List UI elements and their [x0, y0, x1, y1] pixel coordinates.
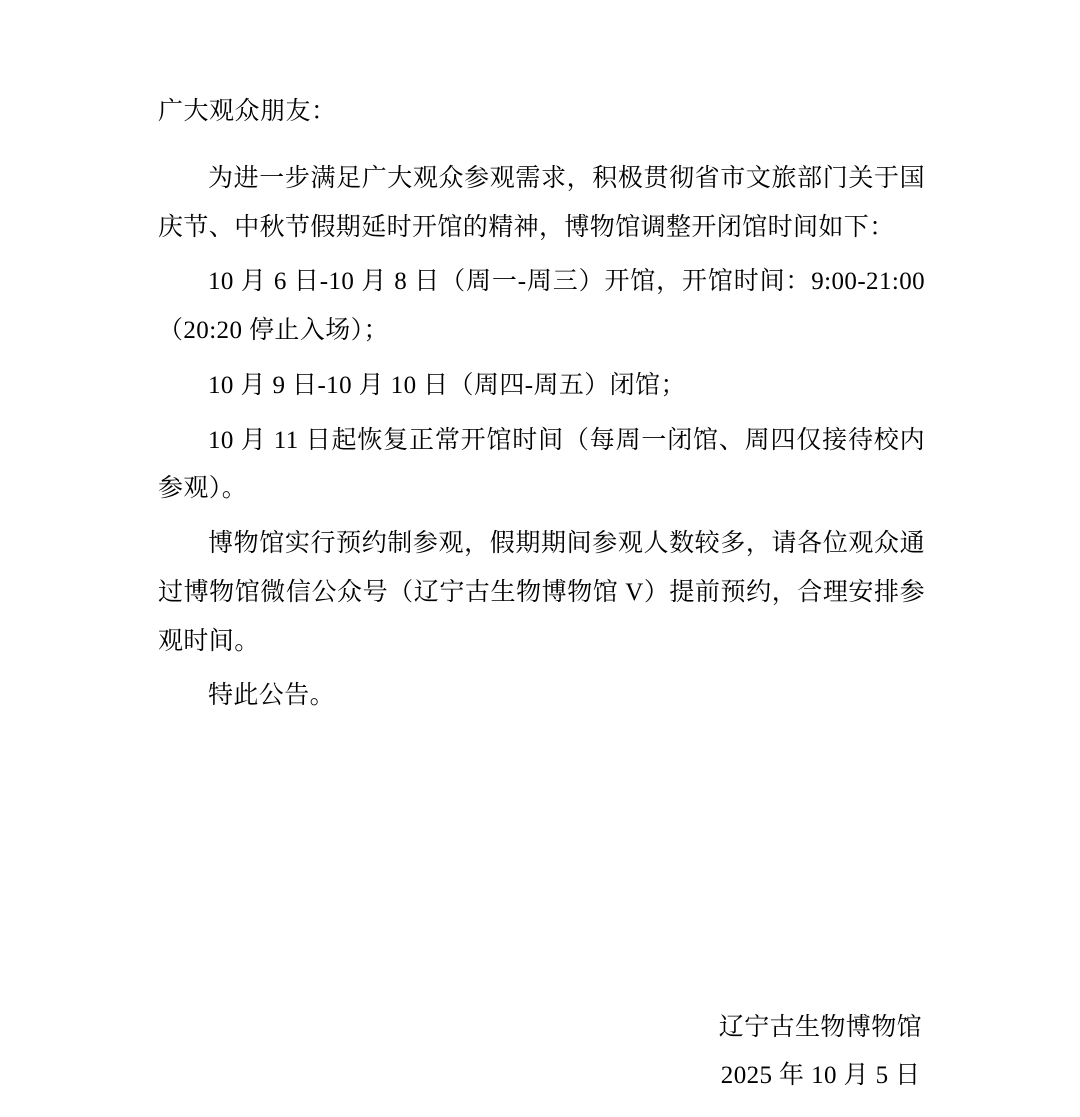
salutation: 广大观众朋友： — [158, 98, 337, 125]
paragraph-reservation-notice: 博物馆实行预约制参观，假期期间参观人数较多，请各位观众通过博物馆微信公众号（辽宁古生物博物馆 V）提前预约，合理安排参观时间。 — [158, 530, 925, 655]
paragraph-closing: 特此公告。 — [208, 682, 336, 710]
paragraph-open-hours-oct6-8: 10 月 6 日-10 月 8 日（周一-周三）开馆，开馆时间：9:00-21:00（20:20 停止入场）； — [158, 268, 925, 344]
paragraph-normal-hours-from-oct11: 10 月 11 日起恢复正常开馆时间（每周一闭馆、周四仅接待校内参观）。 — [158, 426, 925, 503]
signature-date: 2025 年 10 月 5 日 — [720, 1061, 921, 1089]
paragraph-purpose: 为进一步满足广大观众参观需求，积极贯彻省市文旅部门关于国庆节、中秋节假期延时开馆的精神，博物馆调整开闭馆时间如下： — [158, 164, 925, 241]
signature-block — [719, 1004, 922, 1099]
paragraph-closed-oct9-10: 10 月 9 日-10 月 10 日（周四-周五）闭馆； — [208, 371, 686, 399]
signature-organization: 辽宁古生物博物馆 — [718, 1014, 922, 1041]
